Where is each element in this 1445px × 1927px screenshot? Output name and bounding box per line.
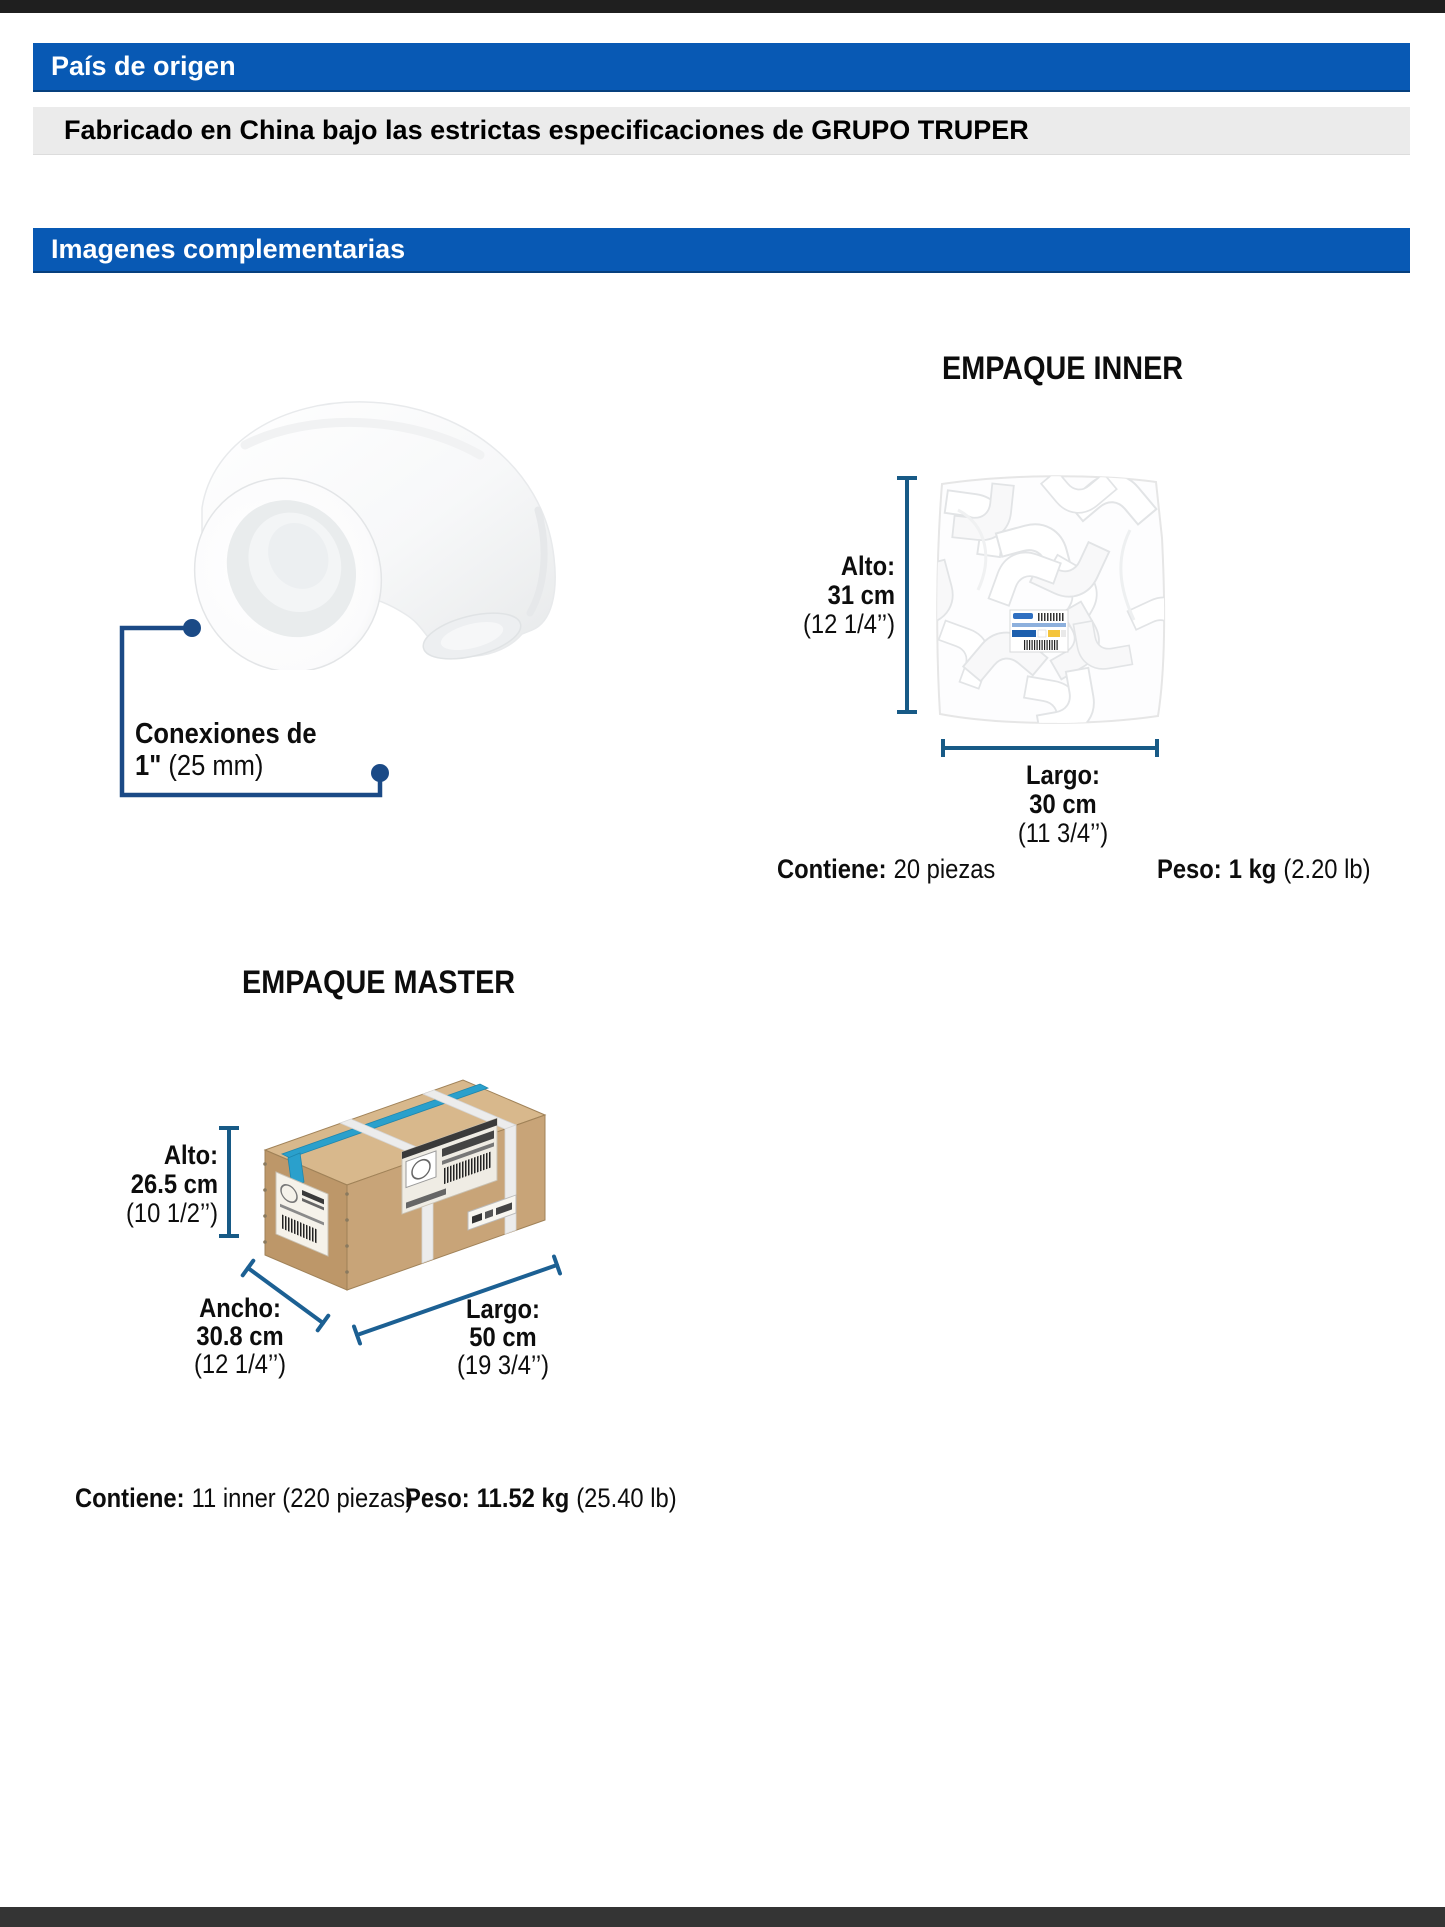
inner-weight-imperial: (2.20 lb)	[1283, 854, 1371, 884]
origin-section-title: País de origen	[51, 51, 236, 81]
bottom-bar	[0, 1907, 1445, 1927]
label-barcode-top	[1038, 613, 1064, 621]
master-contains-text	[75, 1484, 413, 1513]
master-weight-text	[405, 1484, 677, 1513]
master-ancho-metric: 30.8 cm	[196, 1321, 284, 1351]
inner-largo-dimension-cap	[1155, 739, 1159, 757]
master-contains-value: 11 inner (220 piezas)	[191, 1483, 414, 1513]
images-section-header	[33, 228, 1410, 273]
master-ancho-imperial: (12 1/4’’)	[193, 1349, 287, 1379]
inner-package-title: EMPAQUE INNER	[942, 350, 1184, 386]
master-largo-imperial: (19 3/4’’)	[456, 1350, 550, 1380]
master-largo-label-block	[431, 1295, 575, 1379]
master-ancho-label: Ancho:	[199, 1293, 281, 1323]
master-package-title: EMPAQUE MASTER	[242, 964, 516, 1000]
inner-weight-label: Peso:	[1157, 854, 1222, 884]
master-alto-label: Alto:	[163, 1140, 218, 1170]
inner-contains-value: 20 piezas	[893, 854, 996, 884]
master-weight-label: Peso:	[405, 1483, 470, 1513]
origin-section-header	[33, 43, 1410, 92]
inner-alto-dimension-cap	[897, 710, 917, 714]
master-weight-value: 11.52 kg	[476, 1483, 570, 1513]
inner-alto-label: Alto:	[840, 551, 895, 581]
master-alto-dimension-cap	[219, 1234, 239, 1238]
inner-alto-metric: 31 cm	[827, 580, 895, 610]
master-largo-metric: 50 cm	[469, 1322, 537, 1352]
inner-contains-text	[777, 855, 995, 884]
callout-line2	[135, 750, 317, 782]
callout-size: 1"	[135, 750, 162, 782]
callout-dot	[371, 764, 389, 782]
inner-largo-label-block	[993, 761, 1134, 848]
inner-bag-image	[928, 468, 1170, 730]
callout-line1: Conexiones de	[135, 718, 317, 750]
inner-alto-label-block	[759, 552, 895, 639]
callout-text	[135, 718, 317, 782]
callout-lines	[100, 600, 400, 815]
master-largo-label: Largo:	[466, 1294, 540, 1324]
bag-label	[1010, 610, 1068, 652]
master-weight-imperial: (25.40 lb)	[576, 1483, 677, 1513]
master-alto-dimension-line	[227, 1128, 231, 1236]
master-alto-label-block	[114, 1141, 218, 1228]
origin-body-text: Fabricado en China bajo las estrictas especificaciones de GRUPO TRUPER	[64, 115, 1029, 145]
inner-largo-dimension-line	[943, 746, 1157, 750]
inner-alto-imperial: (12 1/4’’)	[802, 609, 895, 639]
inner-contains-label: Contiene:	[777, 854, 887, 884]
master-alto-imperial: (10 1/2’’)	[125, 1198, 218, 1228]
inner-largo-imperial: (11 3/4’’)	[1017, 818, 1109, 848]
inner-alto-dimension-line	[905, 478, 909, 712]
callout-metric: (25 mm)	[168, 750, 264, 782]
callout-dot	[183, 619, 201, 637]
images-section-title: Imagenes complementarias	[51, 234, 406, 264]
master-alto-metric: 26.5 cm	[130, 1169, 218, 1199]
inner-largo-metric: 30 cm	[1029, 789, 1097, 819]
inner-weight-text	[1157, 855, 1371, 884]
top-bar	[0, 0, 1445, 13]
master-ancho-label-block	[168, 1294, 312, 1378]
master-contains-label: Contiene:	[75, 1483, 185, 1513]
inner-largo-label: Largo:	[1026, 760, 1100, 790]
inner-weight-value: 1 kg	[1228, 854, 1277, 884]
origin-section-body	[33, 107, 1410, 155]
